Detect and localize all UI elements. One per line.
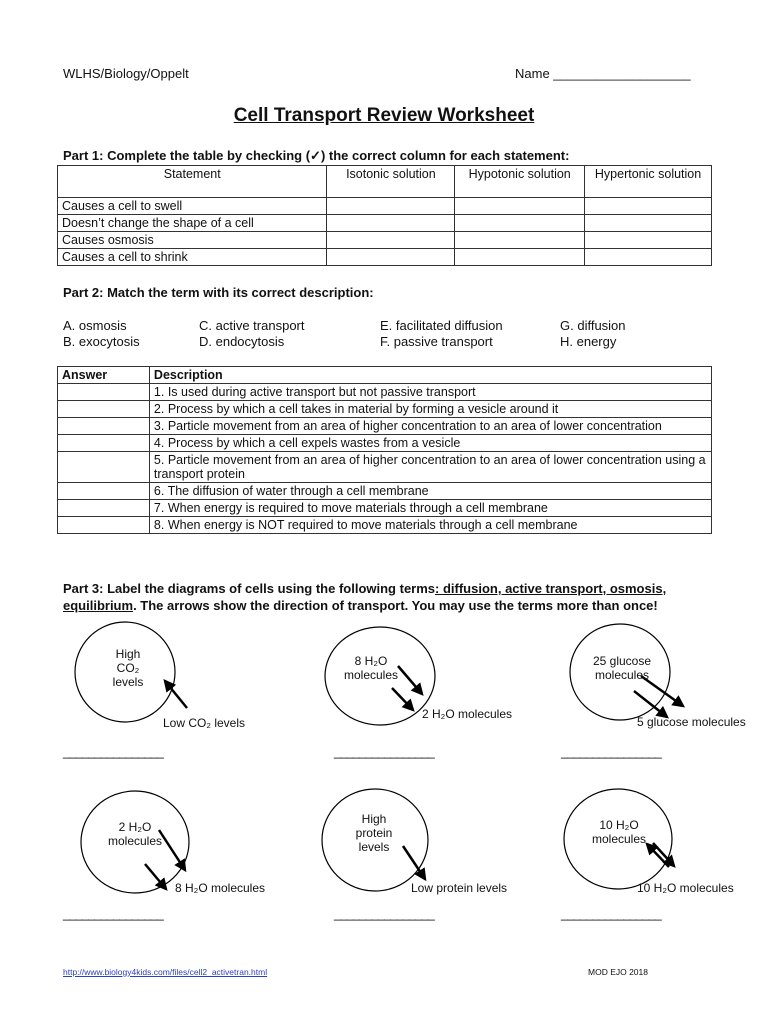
statement-cell: Causes a cell to shrink	[58, 249, 327, 266]
answer-blank[interactable]: ________________	[561, 906, 661, 921]
answer-blank[interactable]: ________________	[561, 744, 661, 759]
term-option: E. facilitated diffusion	[380, 318, 503, 333]
term-option: D. endocytosis	[199, 334, 285, 349]
transport-arrow	[145, 864, 166, 889]
course-label: WLHS/Biology/Oppelt	[63, 66, 189, 81]
term-option: F. passive transport	[380, 334, 493, 349]
col-header-statement: Statement	[58, 166, 327, 198]
answer-blank[interactable]: ________________	[334, 906, 434, 921]
description-cell: 3. Particle movement from an area of higher concentration to an area of lower concentration	[149, 418, 711, 435]
cell-inside-label: 10 H₂O molecules	[591, 818, 647, 846]
reference-link[interactable]: http://www.biology4kids.com/files/cell2_activetran.html	[63, 967, 268, 977]
description-cell: 8. When energy is NOT required to move materials through a cell membrane	[149, 517, 711, 534]
transport-arrow	[634, 691, 667, 717]
part3-instruction: Part 3: Label the diagrams of cells using the following terms: diffusion, active transport, osmosis, equilibrium. The arrows show the direction of transport. You may use the terms more than once!	[63, 581, 667, 613]
cell-outside-label: 2 H₂O molecules	[422, 707, 513, 721]
description-cell: 1. Is used during active transport but not passive transport	[149, 384, 711, 401]
term-option: G. diffusion	[560, 318, 626, 333]
col-header-answer: Answer	[58, 367, 150, 384]
col-header-hypertonic: Hypertonic solution	[585, 166, 712, 198]
term-option: B. exocytosis	[63, 334, 140, 349]
statement-cell: Doesn’t change the shape of a cell	[58, 215, 327, 232]
part1-instruction: Part 1: Complete the table by checking (✓) the correct column for each statement:	[63, 148, 570, 163]
worksheet-title: Cell Transport Review Worksheet	[233, 105, 535, 126]
cell-outside-label: 5 glucose molecules	[637, 715, 746, 729]
answer-blank[interactable]: ________________	[63, 906, 163, 921]
cell-inside-label: 2 H₂O molecules	[107, 820, 163, 848]
term-option: A. osmosis	[63, 318, 127, 333]
statement-cell: Causes osmosis	[58, 232, 327, 249]
cell-outside-label: Low CO₂ levels	[163, 716, 246, 730]
description-cell: 4. Process by which a cell expels wastes from a vesicle	[149, 435, 711, 452]
col-header-hypotonic: Hypotonic solution	[455, 166, 585, 198]
footer-credit: MOD EJO 2018	[588, 967, 648, 977]
description-cell: 5. Particle movement from an area of higher concentration to an area of lower concentration using a transport protein	[149, 452, 711, 483]
part2-instruction: Part 2: Match the term with its correct description:	[63, 285, 374, 300]
term-option: C. active transport	[199, 318, 305, 333]
cell-outside-label: 10 H₂O molecules	[637, 881, 734, 895]
transport-arrow	[392, 688, 413, 710]
statement-cell: Causes a cell to swell	[58, 198, 327, 215]
cell-inside-label: 25 glucose molecules	[592, 654, 652, 682]
cell-inside-label: High CO₂ levels	[112, 647, 144, 689]
answer-blank[interactable]: ________________	[63, 744, 163, 759]
answer-blank[interactable]: ________________	[334, 744, 434, 759]
col-header-description: Description	[149, 367, 711, 384]
col-header-isotonic: Isotonic solution	[327, 166, 455, 198]
transport-arrow	[165, 681, 187, 708]
description-cell: 2. Process by which a cell takes in material by forming a vesicle around it	[149, 401, 711, 418]
cell-outside-label: 8 H₂O molecules	[175, 881, 266, 895]
cell-inside-label: 8 H₂O molecules	[343, 654, 399, 682]
cell-outside-label: Low protein levels	[411, 881, 508, 895]
description-cell: 6. The diffusion of water through a cell membrane	[149, 483, 711, 500]
name-field-label: Name ___________________	[515, 66, 691, 81]
cell-inside-label: High protein levels	[355, 812, 393, 854]
term-option: H. energy	[560, 334, 617, 349]
description-cell: 7. When energy is required to move materials through a cell membrane	[149, 500, 711, 517]
